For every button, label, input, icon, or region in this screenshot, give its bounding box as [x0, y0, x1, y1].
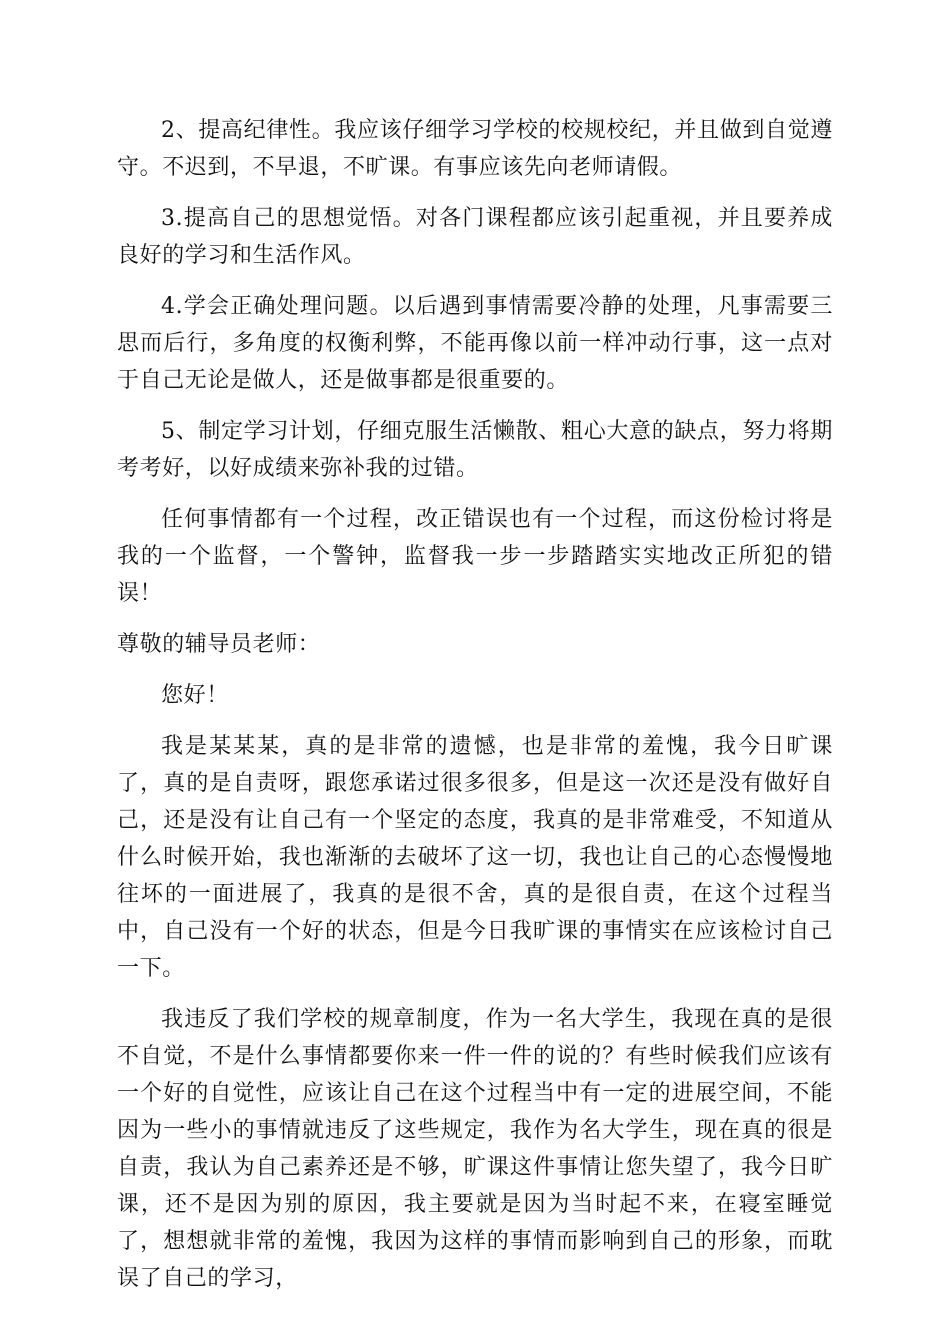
paragraph-discipline: 2、提高纪律性。我应该仔细学习学校的校规校纪，并且做到自觉遵守。不迟到，不早退，不旷课。有事应该先向老师请假。 [117, 118, 833, 180]
paragraph-conclusion: 任何事情都有一个过程，改正错误也有一个过程，而这份检讨将是我的一个监督，一个警钟，监督我一步一步踏踏实实地改正所犯的错误！ [117, 507, 833, 606]
paragraph-study-plan: 5、制定学习计划，仔细克服生活懒散、粗心大意的缺点，努力将期考考好，以好成绩来弥补我的过错。 [117, 419, 833, 481]
paragraph-awareness: 3.提高自己的思想觉悟。对各门课程都应该引起重视，并且要养成良好的学习和生活作风。 [117, 206, 833, 268]
greeting: 您好！ [161, 683, 229, 708]
paragraph-violation: 我违反了我们学校的规章制度，作为一名大学生，我现在真的是很不自觉，不是什么事情都要你来一件一件的说的？有些时候我们应该有一个好的自觉性，应该让自己在这个过程当中有一定的进展空间，不能因为一些小的事情就违反了这些规定，我作为名大学生，现在真的很是自责，我认为自己素养还是不够，旷课这件事情让您失望了，我今日旷课，还不是因为别的原因，我主要就是因为当时起不来，在寝室睡觉了，想想就非常的羞愧，我因为这样的事情而影响到自己的形象，而耽误了自己的学习， [117, 1007, 833, 1291]
document-body [117, 112, 833, 1297]
paragraph-apology: 我是某某某，真的是非常的遗憾，也是非常的羞愧，我今日旷课了，真的是自责呀，跟您承诺过很多很多，但是这一次还是没有做好自己，还是没有让自己有一个坚定的态度，我真的是非常难受，不知道从什么时候开始，我也渐渐的去破坏了这一切，我也让自己的心态慢慢地往坏的一面进展了，我真的是很不舍，真的是很自责，在这个过程当中，自己没有一个好的状态，但是今日我旷课的事情实在应该检讨自己一下。 [117, 734, 833, 981]
salutation: 尊敬的辅导员老师： [117, 632, 321, 657]
paragraph-problem-handling: 4.学会正确处理问题。以后遇到事情需要冷静的处理，凡事需要三思而后行，多角度的权衡利弊，不能再像以前一样冲动行事，这一点对于自己无论是做人，还是做事都是很重要的。 [117, 294, 833, 393]
